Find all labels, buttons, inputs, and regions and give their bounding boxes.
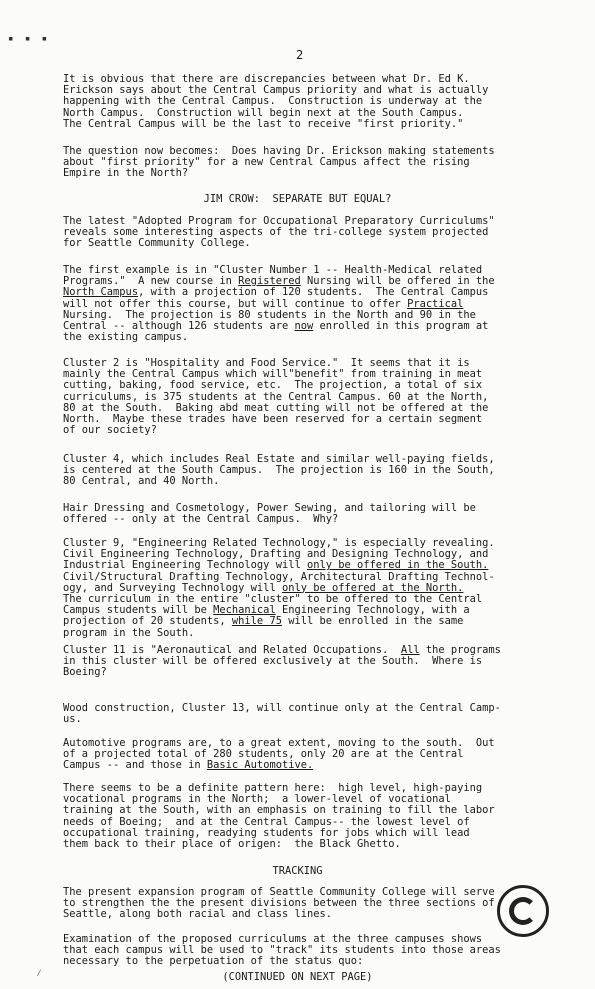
- underlined-text: North Campus: [63, 286, 139, 299]
- paragraph-hair-dressing: Hair Dressing and Cosmetology, Power Sewing, and tailoring will be offered -- only at the Central Campus. Why?: [63, 502, 476, 526]
- paragraph-cluster-9: Cluster 9, "Engineering Related Technology," is especially revealing. Civil Engineering Technology, Drafting and Designing Technology, and Industrial Engineering Technology will only be offered in the South. Civil/Structural Drafting Technology, Architectural Drafting Technol- ogy, and Surveying Technology will only be offered at the North. The curriculum in the entire "cluster" to be offered to the Central Campus students will be Mechanical Engineering Technology, with a projection of 20 students, while 75 will be enrolled in the same program in the South.: [63, 537, 495, 639]
- copyright-stamp-icon: [497, 885, 549, 937]
- heading-jim-crow: JIM CROW: SEPARATE BUT EQUAL?: [203, 193, 392, 205]
- paragraph-cluster-2: Cluster 2 is "Hospitality and Food Service." It seems that it is mainly the Central Campus which will"benefit" from training in meat cutting, baking, food service, etc. The projection, a total of six curriculums, is 375 students at the Central Campus. 60 at the North, 80 at the South. Baking abd meat cutting will not be offered at the North. Maybe these trades have been reserved for a certain segment of our society?: [63, 357, 489, 437]
- underlined-text: now: [294, 320, 314, 333]
- underlined-text: while 75: [231, 615, 282, 628]
- underlined-text: All: [400, 644, 420, 656]
- underlined-text: Registered: [238, 275, 301, 288]
- paragraph-discrepancies: It is obvious that there are discrepancies between what Dr. Ed K. Erickson says about the Central Campus priority and what is actually happening with the Central Campus. Construction is underway at the North Campus. Construction will begin next at the South Campus. The Central Campus will be the last to receive "first priority.": [63, 73, 489, 130]
- paragraph-automotive: Automotive programs are, to a great extent, moving to the south. Out of a projected total of 280 students, only 20 are at the Central Campus -- and those in Basic Automotive.: [63, 737, 495, 772]
- underlined-text: only be offered at the North.: [281, 581, 464, 594]
- underlined-text: Basic Automotive.: [206, 759, 314, 772]
- paragraph-cluster-1: The first example is in "Cluster Number 1 -- Health-Medical related Programs." A new course in Registered Nursing will be offered in the North Campus, with a projection of 120 students. The Central Campus will not offer this course, but will continue to offer Practical Nursing. The projection is 80 students in the North and 90 in the Central -- although 126 students are now enrolled in this program at the existing campus.: [63, 264, 495, 344]
- continued-footer: (CONTINUED ON NEXT PAGE): [222, 971, 373, 983]
- pen-mark: ⁄: [36, 968, 43, 979]
- paragraph-adopted-program: The latest "Adopted Program for Occupational Preparatory Curriculums" reveals some interesting aspects of the tri-college system projected for Seattle Community College.: [63, 215, 495, 250]
- underlined-text: only be offered in the South.: [306, 559, 489, 572]
- paragraph-cluster-11: Cluster 11 is "Aeronautical and Related Occupations. All the programs in this cluster will be offered exclusively at the South. Where is Boeing?: [63, 644, 501, 679]
- paragraph-question: The question now becomes: Does having Dr. Erickson making statements about "first priority" for a new Central Campus affect the rising Empire in the North?: [63, 145, 495, 180]
- page-number: 2: [296, 48, 304, 62]
- paragraph-examination: Examination of the proposed curriculums at the three campuses shows that each campus will be used to "track" its students into those areas necessary to the perpetuation of the status quo:: [63, 933, 501, 968]
- heading-tracking: TRACKING: [272, 865, 323, 877]
- underlined-text: Mechanical: [213, 604, 276, 617]
- scan-specks: ▪ ▪ ▪: [8, 34, 51, 44]
- underlined-text: Practical: [407, 297, 464, 310]
- paragraph-pattern: There seems to be a definite pattern here: high level, high-paying vocational programs in the North; a lower-level of vocational training at the South, with an emphasis on training to fill the labor needs of Boeing; and at the Central Campus-- the lowest level of occupational training, readying students for jobs which will lead them back to their place of origen: the Black Ghetto.: [63, 782, 495, 851]
- paragraph-cluster-4: Cluster 4, which includes Real Estate and similar well-paying fields, is centered at the South Campus. The projection is 160 in the South, 80 Central, and 40 North.: [63, 453, 495, 488]
- paragraph-expansion: The present expansion program of Seattle Community College will serve to strengthen the the present divisions between the three sections of Seattle, along both racial and class lines.: [63, 886, 495, 921]
- paragraph-wood-construction: Wood construction, Cluster 13, will continue only at the Central Camp- us.: [63, 702, 501, 726]
